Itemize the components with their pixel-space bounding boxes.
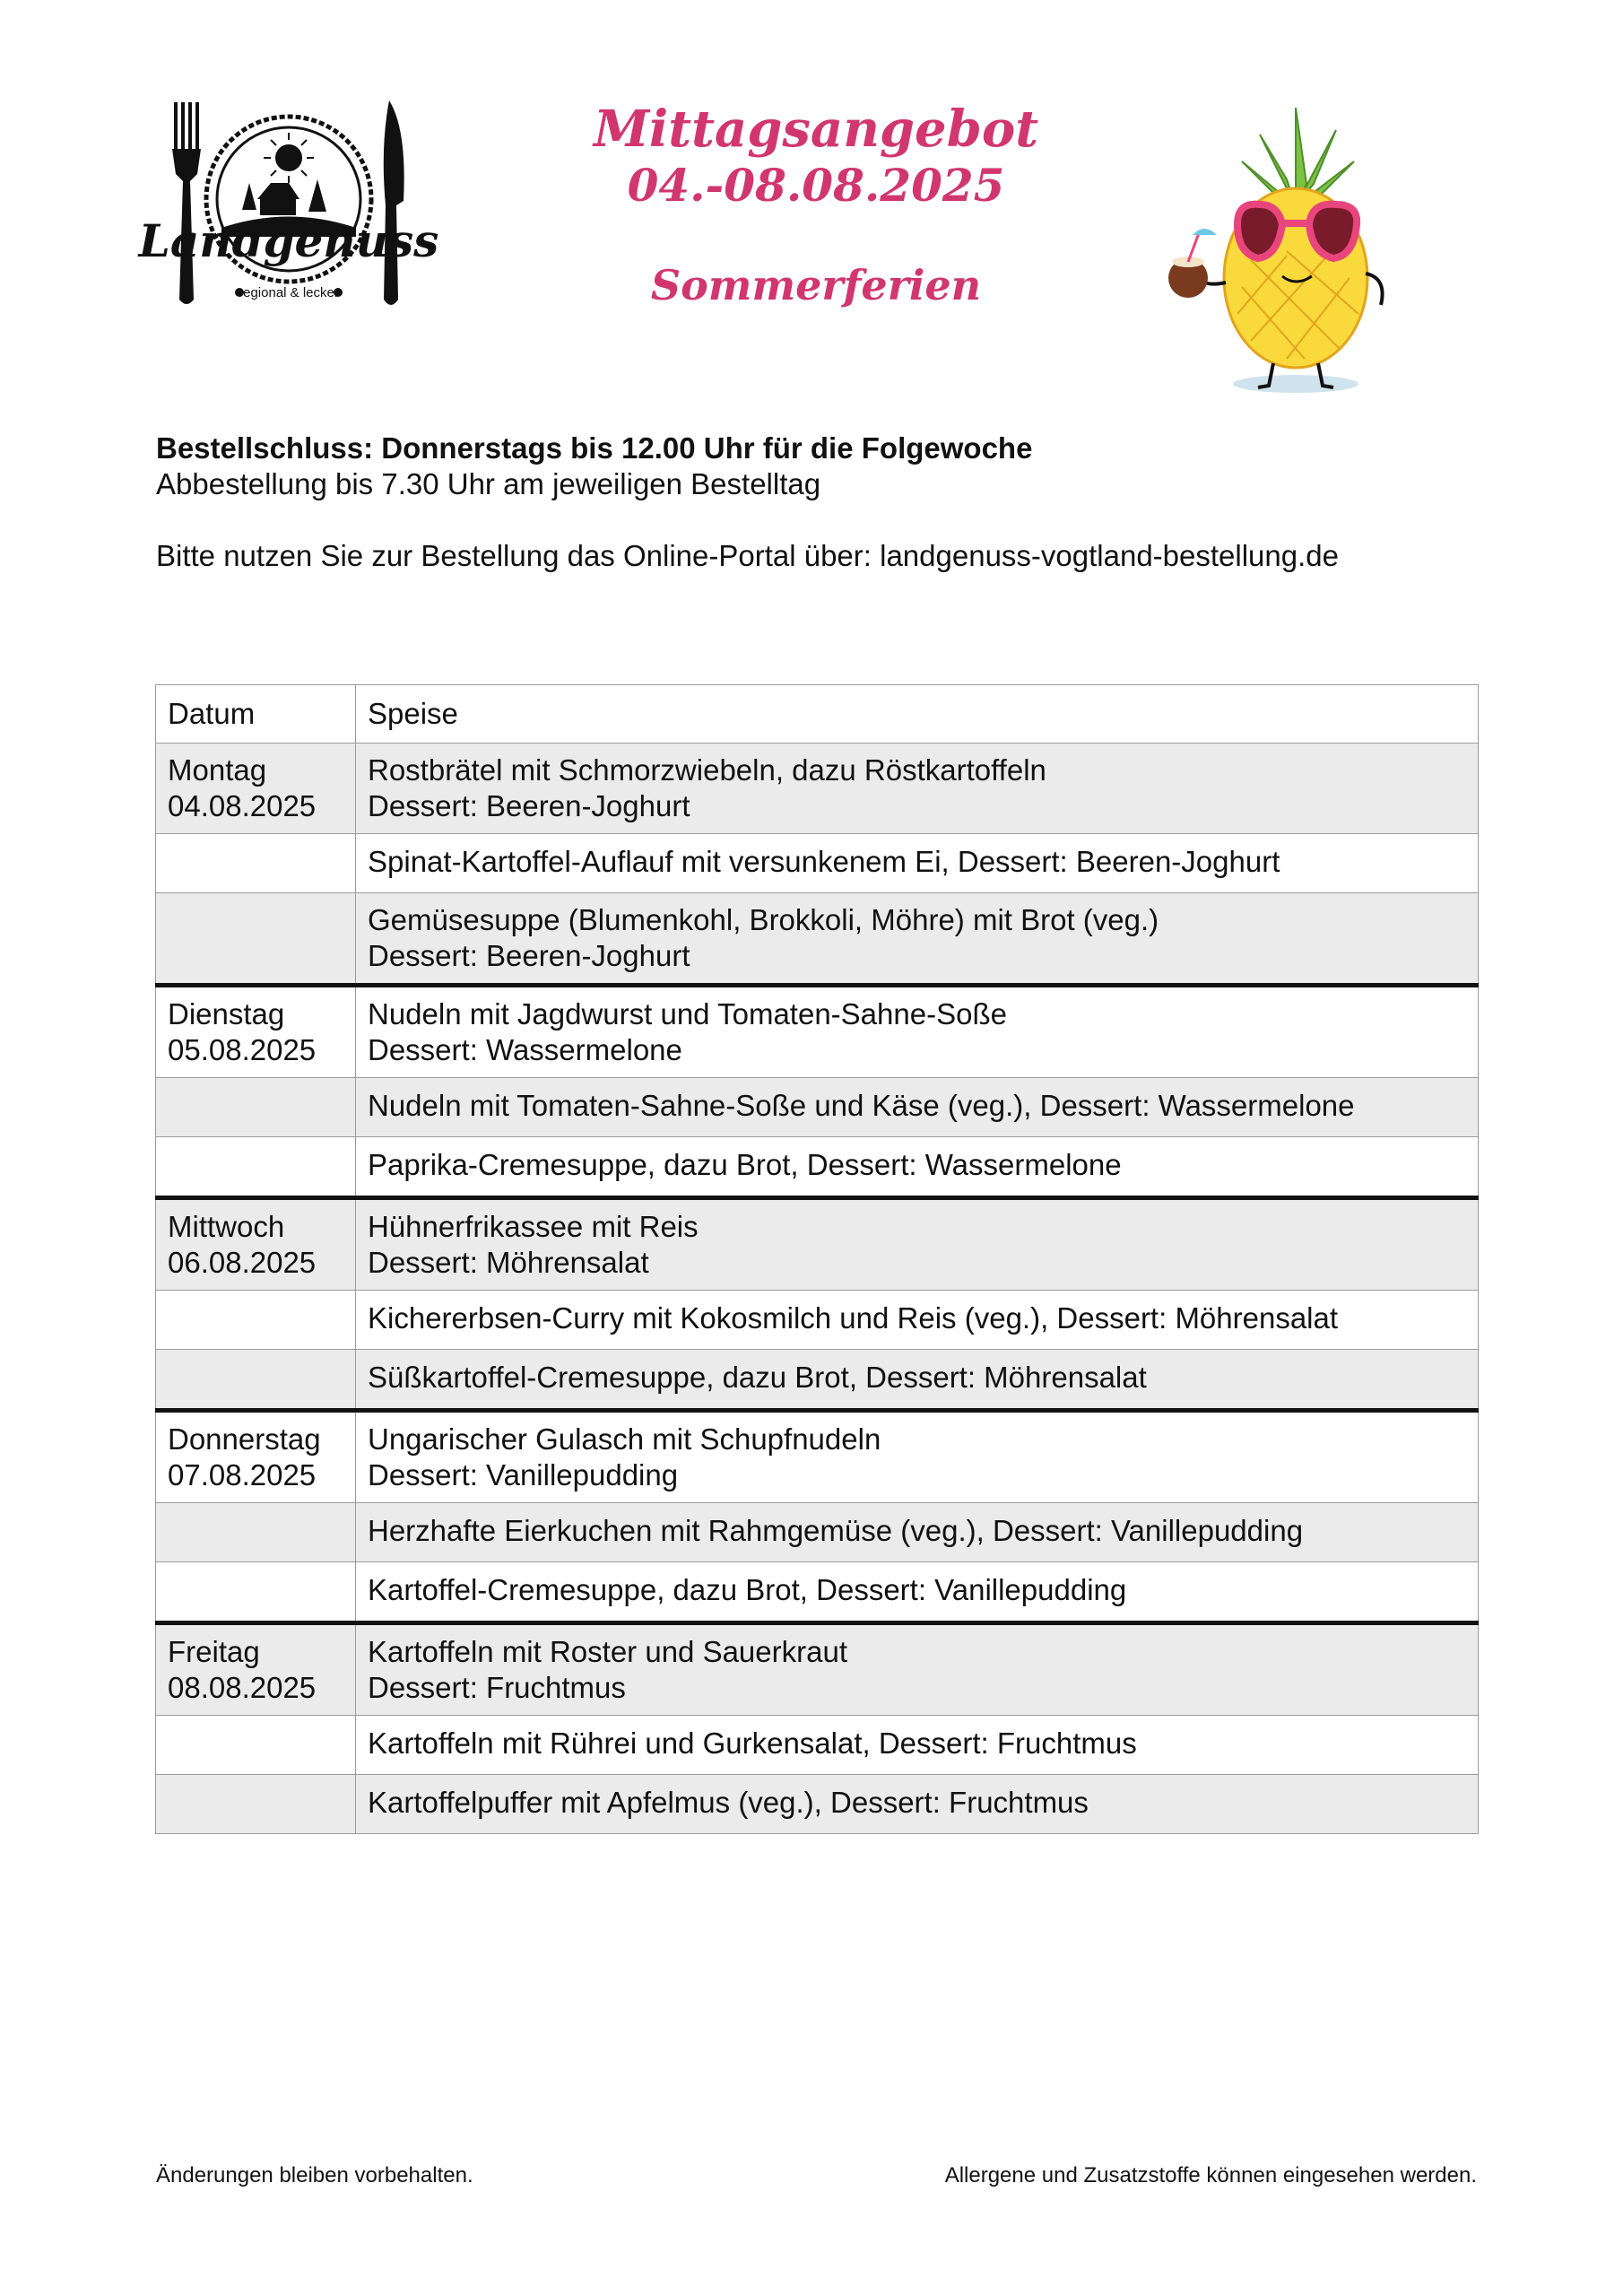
day-cell [156,1623,356,1716]
day-date: 08.08.2025 [168,1671,317,1704]
day-date: 05.08.2025 [168,1033,317,1066]
table-row [156,1078,1479,1137]
day-cell [156,1078,356,1137]
header-datum: Datum [156,685,356,744]
dessert-line: Dessert: Vanillepudding [368,1458,679,1492]
dish-cell [356,744,1479,834]
table-header-row [156,685,1479,744]
table-row [156,893,1479,986]
dish-cell [356,1623,1479,1716]
table-row [156,1291,1479,1350]
dish-cell [356,1291,1479,1350]
portal-note: Bitte nutzen Sie zur Bestellung das Online-Portal über: landgenuss-vogtland-bestellung.de [156,539,1339,572]
dish-line: Nudeln mit Tomaten-Sahne-Soße und Käse (veg.), Dessert: Wassermelone [368,1089,1355,1122]
day-name: Donnerstag [168,1422,321,1456]
dish-line: Nudeln mit Jagdwurst und Tomaten-Sahne-Soße [368,997,1007,1031]
header-speise: Speise [356,685,1479,744]
day-cell [156,834,356,893]
day-date: 06.08.2025 [168,1246,317,1279]
landgenuss-logo [138,93,439,317]
day-date: 04.08.2025 [168,789,317,822]
dish-line: Kartoffelpuffer mit Apfelmus (veg.), Dessert: Fruchtmus [368,1786,1089,1819]
menu-table [155,684,1479,1834]
dish-cell [356,1350,1479,1411]
title-block [538,100,1094,310]
table-row [156,1775,1479,1834]
dish-cell [356,1716,1479,1775]
day-cell [156,1198,356,1291]
dish-cell [356,834,1479,893]
day-date: 07.08.2025 [168,1458,317,1492]
day-cell [156,986,356,1078]
dish-cell [356,893,1479,986]
dish-line: Kartoffeln mit Roster und Sauerkraut [368,1635,847,1668]
footer-disclaimer: Änderungen bleiben vorbehalten. [156,2163,473,2187]
footer-allergen-note: Allergene und Zusatzstoffe können eingesehen werden. [944,2163,1477,2187]
knife-icon [384,100,404,305]
table-row [156,1411,1479,1503]
day-cell [156,1137,356,1198]
day-name: Freitag [168,1635,260,1668]
table-row [156,1623,1479,1716]
dish-cell [356,1411,1479,1503]
dish-line: Spinat-Kartoffel-Auflauf mit versunkenem Ei, Dessert: Beeren-Joghurt [368,845,1280,878]
dessert-line: Dessert: Fruchtmus [368,1671,626,1704]
dish-line: Paprika-Cremesuppe, dazu Brot, Dessert: Wassermelone [368,1148,1122,1181]
dish-line: Kartoffel-Cremesuppe, dazu Brot, Dessert: Vanillepudding [368,1573,1127,1606]
fork-icon [172,102,201,304]
table-row [156,834,1479,893]
table-row [156,1198,1479,1291]
table-row [156,1503,1479,1562]
week-dates: 04.-08.08.2025 [627,159,1005,212]
day-cell [156,893,356,986]
dish-line: Herzhafte Eierkuchen mit Rahmgemüse (veg.), Dessert: Vanillepudding [368,1514,1304,1547]
table-row [156,1350,1479,1411]
dish-cell [356,1137,1479,1198]
page-title: Mittagsangebot [593,100,1039,159]
dessert-line: Dessert: Beeren-Joghurt [368,939,690,972]
dish-cell [356,1078,1479,1137]
dish-cell [356,1198,1479,1291]
day-cell [156,1411,356,1503]
day-cell [156,1503,356,1562]
table-row [156,1716,1479,1775]
dish-line: Rostbrätel mit Schmorzwiebeln, dazu Röstkartoffeln [368,753,1046,787]
day-cell [156,1562,356,1623]
dessert-line: Dessert: Beeren-Joghurt [368,789,690,822]
dessert-line: Dessert: Wassermelone [368,1033,682,1066]
dish-line: Gemüsesuppe (Blumenkohl, Brokkoli, Möhre) mit Brot (veg.) [368,903,1159,936]
table-row [156,986,1479,1078]
cancellation-note: Abbestellung bis 7.30 Uhr am jeweiligen Bestelltag [156,467,821,500]
coconut-drink-icon [1168,229,1217,298]
table-row [156,744,1479,834]
dessert-line: Dessert: Möhrensalat [368,1246,649,1279]
day-name: Montag [168,753,267,787]
day-name: Mittwoch [168,1210,285,1243]
day-cell [156,1716,356,1775]
dish-line: Süßkartoffel-Cremesuppe, dazu Brot, Dessert: Möhrensalat [368,1361,1147,1394]
dish-line: Hühnerfrikassee mit Reis [368,1210,699,1243]
pineapple-illustration [1152,99,1421,404]
table-row [156,1137,1479,1198]
order-info [156,430,1483,574]
dish-line: Kartoffeln mit Rührei und Gurkensalat, Dessert: Fruchtmus [368,1726,1137,1760]
day-cell [156,744,356,834]
dish-cell [356,1775,1479,1834]
brand-wordmark: Landgenuss [138,214,439,267]
brand-tagline: regional & lecker [239,285,339,300]
table-row [156,1562,1479,1623]
page-subtitle: Sommerferien [650,261,982,309]
day-cell [156,1291,356,1350]
order-deadline: Bestellschluss: Donnerstags bis 12.00 Uhr für die Folgewoche [156,431,1033,465]
dish-cell [356,1562,1479,1623]
day-name: Dienstag [168,997,285,1031]
dish-cell [356,1503,1479,1562]
dish-cell [356,986,1479,1078]
day-cell [156,1350,356,1411]
day-cell [156,1775,356,1834]
dish-line: Kichererbsen-Curry mit Kokosmilch und Reis (veg.), Dessert: Möhrensalat [368,1301,1339,1335]
dish-line: Ungarischer Gulasch mit Schupfnudeln [368,1422,881,1456]
